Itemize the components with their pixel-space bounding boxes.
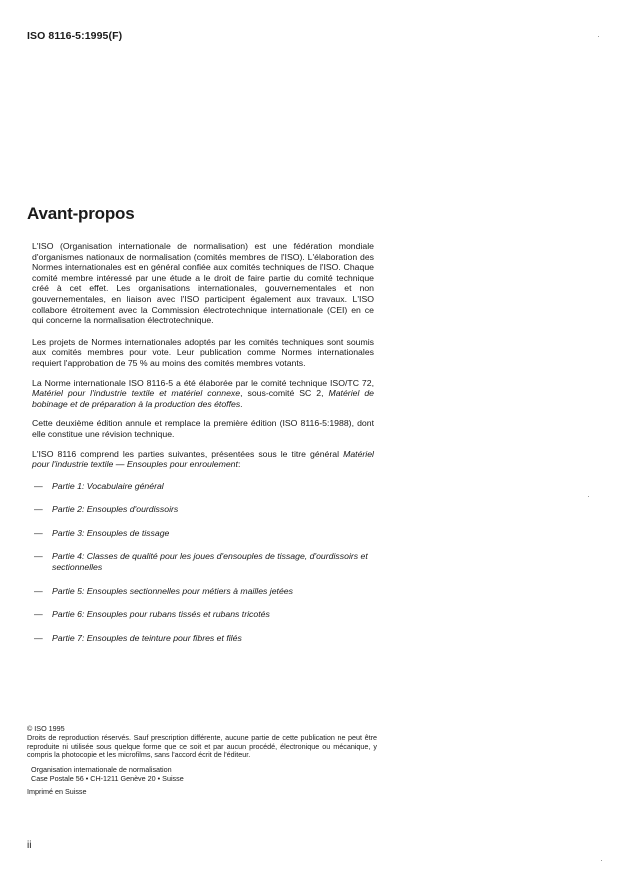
paragraph-edition: Cette deuxième édition annule et remplace la première édition (ISO 8116-5:1988), dont elle constitue une révision technique.: [32, 418, 374, 439]
preparation-text-e: .: [240, 398, 243, 409]
parts-list: [32, 481, 374, 644]
list-item: [32, 504, 374, 515]
parts-intro-text-a: L'ISO 8116 comprend les parties suivantes, présentées sous le titre général: [32, 448, 344, 459]
document-id-header: ISO 8116-5:1995(F): [27, 30, 123, 42]
paragraph-parts-intro: [32, 449, 374, 470]
part-label: Partie 6: Ensouples pour rubans tissés et rubans tricotés: [52, 609, 270, 620]
paragraph-iso-intro: L'ISO (Organisation internationale de normalisation) est une fédération mondiale d'organismes nationaux de normalisation (comités membres de l'ISO). L'élaboration des Normes internationales est en général confiée aux comités techniques de l'ISO. Chaque comité membre intéressé par une étude a le droit de faire partie du comité technique créé à cet effet. Les organisations internationales, gouvernementales et non gouvernementales, en liaison avec l'ISO participent également aux travaux. L'ISO collabore étroitement avec la Commission électrotechnique internationale (CEI) en ce qui concerne la normalisation électrotechnique.: [32, 241, 374, 326]
part-label: Partie 2: Ensouples d'ourdissoirs: [52, 504, 179, 515]
list-item: [32, 609, 374, 620]
paragraph-draft-standards: Les projets de Normes internationales adoptés par les comités techniques sont soumis aux comités membres pour vote. Leur publication comme Normes internationales requiert l'approbation de 75 % au moins des comités membres votants.: [32, 336, 374, 368]
paragraph-preparation: [32, 378, 374, 410]
copyright-footer: [27, 725, 377, 797]
part-label: Partie 1: Vocabulaire général: [52, 480, 164, 491]
page-title: Avant-propos: [27, 204, 135, 223]
printed-in: Imprimé en Suisse: [27, 786, 87, 796]
scan-speck: [601, 860, 602, 861]
scan-speck: [598, 36, 599, 37]
preparation-text-c: , sous-comité SC 2,: [240, 388, 329, 399]
committee-title: Matériel pour l'industrie textile et matériel connexe: [32, 388, 241, 399]
part-label: Partie 4: Classes de qualité pour les joues d'ensouples de tissage, d'ourdissoirs et sectionnelles: [52, 551, 368, 573]
list-dash: —: [34, 632, 43, 643]
general-title: Matériel pour l'industrie textile — Ensouples pour enroulement: [32, 448, 374, 470]
list-item: [32, 586, 374, 597]
list-item: [32, 528, 374, 539]
part-label: Partie 3: Ensouples de tissage: [52, 527, 170, 538]
preparation-text-a: La Norme internationale ISO 8116-5 a été élaborée par le comité technique ISO/TC 72,: [32, 377, 374, 388]
parts-intro-text-c: :: [237, 459, 241, 470]
foreword-body: [32, 241, 374, 656]
page-number: ii: [27, 840, 32, 851]
rights-notice: Droits de reproduction réservés. Sauf prescription différente, aucune partie de cette publication ne peut être reproduite ni utilisée sous quelque forme que ce soit et par aucun procédé, électronique ou mécanique, y compris la photocopie et les microfilms, sans l'accord écrit de l'éditeur.: [27, 732, 377, 760]
part-label: Partie 5: Ensouples sectionnelles pour métiers à mailles jetées: [52, 585, 293, 596]
list-dash: —: [34, 504, 43, 515]
part-label: Partie 7: Ensouples de teinture pour fibres et filés: [52, 632, 242, 643]
list-dash: —: [34, 609, 43, 620]
list-item: [32, 481, 374, 492]
org-address: Case Postale 56 • CH-1211 Genève 20 • Suisse: [31, 773, 184, 783]
copyright-line: © ISO 1995: [27, 724, 65, 733]
scan-speck: [588, 496, 589, 497]
list-dash: —: [34, 551, 43, 562]
list-dash: —: [34, 527, 43, 538]
list-dash: —: [34, 585, 43, 596]
list-item: [32, 551, 374, 572]
list-item: [32, 633, 374, 644]
org-name: Organisation internationale de normalisation: [31, 765, 172, 775]
subcommittee-title: Matériel de bobinage et de préparation à la production des étoffes: [32, 388, 374, 409]
list-dash: —: [34, 480, 43, 491]
